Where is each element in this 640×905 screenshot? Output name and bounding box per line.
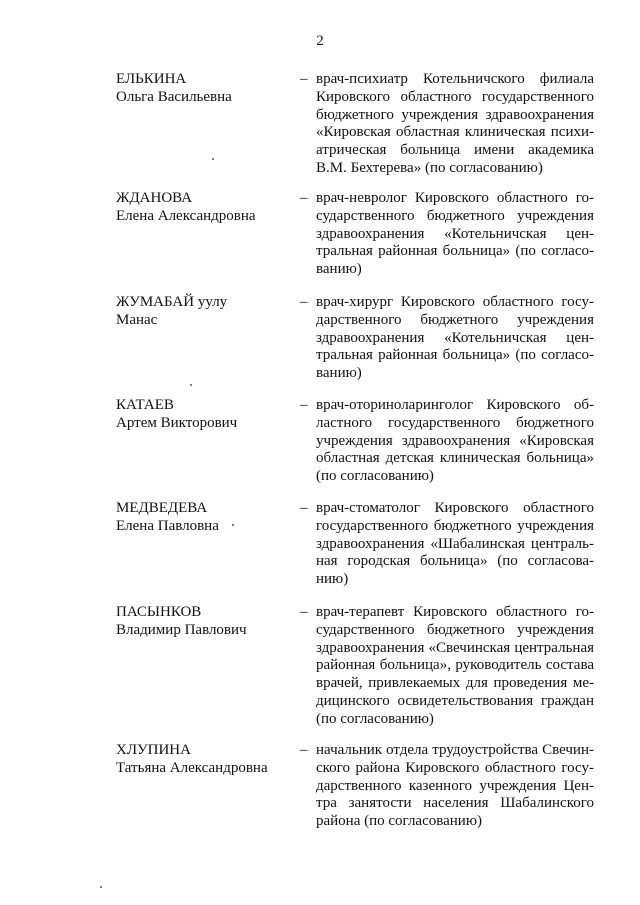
person-name bbox=[116, 71, 296, 107]
role-line: врач-психиатр Котельничского филиала bbox=[316, 71, 594, 87]
person-name bbox=[116, 604, 296, 640]
surname: ЖДАНОВА bbox=[116, 190, 193, 206]
given-names: Артем Викторович bbox=[116, 414, 238, 431]
role-line: бюджетного учреждения здравоохранения bbox=[316, 106, 594, 123]
person-name bbox=[116, 500, 296, 536]
dash: – bbox=[300, 397, 308, 413]
role-line: дицинского освидетельствования граждан bbox=[316, 692, 594, 709]
surname: ХЛУПИНА bbox=[116, 742, 191, 758]
role-line: ванию) bbox=[316, 261, 362, 278]
given-names: Елена Александровна bbox=[116, 207, 256, 224]
person-name bbox=[116, 397, 296, 433]
role-line: Кировского областного государственного bbox=[316, 88, 594, 105]
given-names: Елена Павловна bbox=[116, 517, 219, 534]
role-line: района (по согласованию) bbox=[316, 813, 483, 830]
given-names: Владимир Павлович bbox=[116, 621, 247, 638]
role-line: дарственного бюджетного учреждения bbox=[316, 311, 594, 328]
role-line: ского района Кировского областного госу- bbox=[316, 759, 594, 776]
role-line: тра занятости населения Шабалинского bbox=[316, 795, 594, 812]
person-name bbox=[116, 190, 296, 226]
role-line: начальник отдела трудоустройства Свечин- bbox=[316, 742, 594, 758]
role-line: ная городская больница» (по согласова- bbox=[316, 553, 594, 570]
role-line: «Кировская областная клиническая психи- bbox=[316, 124, 594, 141]
role-line: врач-невролог Кировского областного го- bbox=[316, 190, 594, 206]
role-line: сударственного бюджетного учреждения bbox=[316, 207, 594, 224]
scan-speck bbox=[100, 886, 102, 888]
role-line: нию) bbox=[316, 571, 349, 588]
given-names: Манас bbox=[116, 311, 158, 328]
scan-speck bbox=[212, 158, 214, 160]
given-names: Татьяна Александровна bbox=[116, 759, 268, 776]
dash: – bbox=[300, 500, 308, 516]
role-description bbox=[316, 742, 594, 831]
person-name bbox=[116, 294, 296, 330]
scan-speck bbox=[232, 524, 234, 526]
surname: ПАСЫНКОВ bbox=[116, 604, 202, 620]
role-line: врачей, привлекаемых для проведения ме- bbox=[316, 675, 594, 692]
role-line: врач-хирург Кировского областного госу- bbox=[316, 294, 594, 310]
role-description bbox=[316, 294, 594, 383]
role-line: тральная районная больница» (по согласо- bbox=[316, 243, 594, 260]
role-line: сударственного бюджетного учреждения bbox=[316, 621, 594, 638]
role-description bbox=[316, 71, 594, 178]
role-line: врач-стоматолог Кировского областного bbox=[316, 500, 594, 516]
role-description bbox=[316, 604, 594, 729]
page-number: 2 bbox=[316, 33, 324, 49]
surname: ЕЛЬКИНА bbox=[116, 71, 187, 87]
role-line: В.М. Бехтерева» (по согласованию) bbox=[316, 159, 543, 176]
role-description bbox=[316, 500, 594, 589]
surname: МЕДВЕДЕВА bbox=[116, 500, 208, 516]
role-line: (по согласованию) bbox=[316, 468, 434, 485]
role-line: государственного бюджетного учреждения bbox=[316, 517, 594, 534]
role-description bbox=[316, 397, 594, 486]
role-line: учреждения здравоохранения «Кировская bbox=[316, 432, 594, 449]
surname: ЖУМАБАЙ уулу bbox=[116, 294, 228, 310]
role-line: врач-терапевт Кировского областного го- bbox=[316, 604, 594, 620]
role-line: врач-оториноларинголог Кировского об- bbox=[316, 397, 594, 413]
dash: – bbox=[300, 71, 308, 87]
role-line: ластного государственного бюджетного bbox=[316, 414, 594, 431]
role-line: областная детская клиническая больница» bbox=[316, 450, 594, 467]
role-line: дарственного казенного учреждения Цен- bbox=[316, 777, 594, 794]
dash: – bbox=[300, 742, 308, 758]
dash: – bbox=[300, 190, 308, 206]
role-description bbox=[316, 190, 594, 279]
given-names: Ольга Васильевна bbox=[116, 88, 232, 105]
person-name bbox=[116, 742, 296, 778]
role-line: тральная районная больница» (по согласо- bbox=[316, 347, 594, 364]
role-line: здравоохранения «Шабалинская централь- bbox=[316, 535, 594, 552]
role-line: здравоохранения «Котельничская цен- bbox=[316, 329, 594, 346]
dash: – bbox=[300, 604, 308, 620]
role-line: районная больница», руководитель состава bbox=[316, 657, 594, 674]
scan-speck bbox=[190, 384, 192, 386]
role-line: (по согласованию) bbox=[316, 710, 434, 727]
role-line: ванию) bbox=[316, 365, 362, 382]
role-line: здравоохранения «Котельничская цен- bbox=[316, 225, 594, 242]
dash: – bbox=[300, 294, 308, 310]
surname: КАТАЕВ bbox=[116, 397, 174, 413]
role-line: атрическая больница имени академика bbox=[316, 142, 594, 159]
role-line: здравоохранения «Свечинская центральная bbox=[316, 639, 594, 656]
